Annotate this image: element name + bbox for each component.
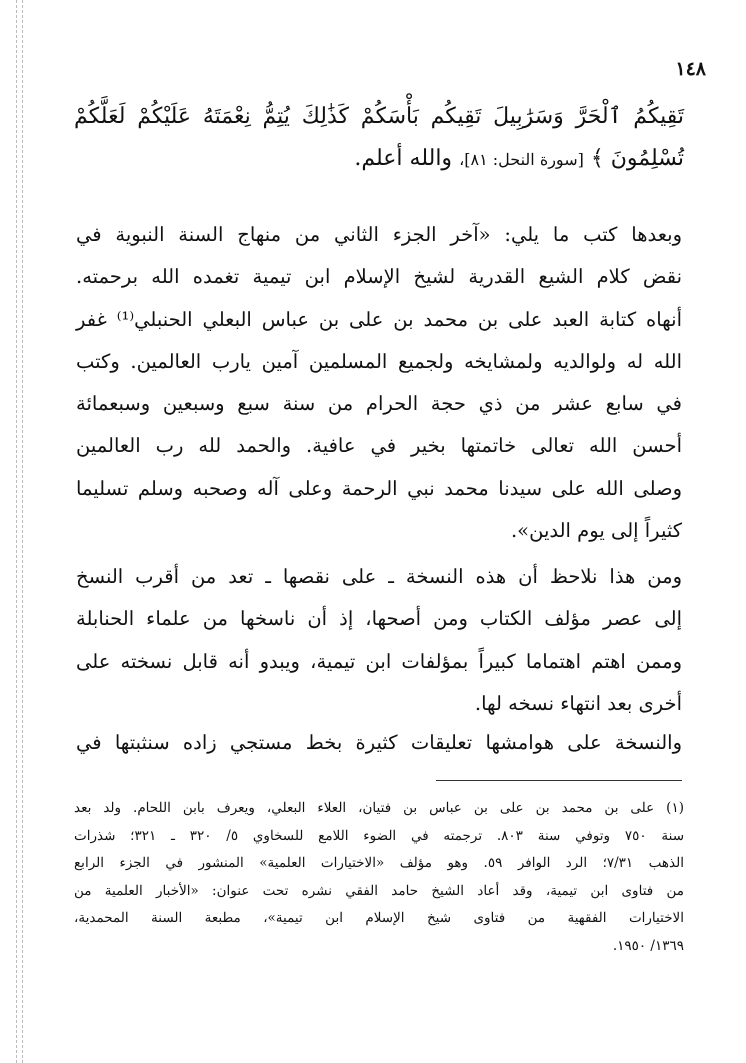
binding-edge-line bbox=[22, 0, 23, 1063]
text-line: أخرى بعد انتهاء نسخه لها. bbox=[474, 691, 682, 715]
text-line: ومن هذا نلاحظ أن هذه النسخة ـ على نقصها ـ تعد من أقرب النسخ bbox=[76, 565, 682, 588]
text-line: والنسخة على هوامشها تعليقات كثيرة بخط مستجي زاده سنثبتها في bbox=[76, 731, 682, 754]
quran-reference: [سورة النحل: ٨١]، bbox=[459, 150, 584, 169]
binding-edge-line bbox=[16, 0, 17, 1063]
footnote-line: الاختيارات الفقهية من فتاوى شيخ الإسلام ابن تيمية»، مطبعة السنة المحمدية، bbox=[74, 910, 684, 926]
text-line: كثيراً إلى يوم الدين». bbox=[510, 519, 682, 543]
closing-phrase: والله أعلم. bbox=[354, 146, 453, 171]
text-line: الله له ولوالديه ولمشايخه ولجميع المسلمين آمين يارب العالمين. وكتب bbox=[76, 349, 682, 373]
text-line: وصلى الله على سيدنا محمد نبي الرحمة وعلى آله وصحبه وسلم تسليما bbox=[76, 476, 682, 500]
text-line: أنهاه كتابة العبد على بن محمد بن على بن عباس البعلي الحنبلي⁽¹⁾ غفر bbox=[76, 307, 682, 331]
quran-verse-block bbox=[74, 96, 684, 181]
paragraph-colophon bbox=[76, 214, 682, 552]
paragraph-manuscript-assessment bbox=[76, 556, 682, 725]
footnote-rule bbox=[436, 780, 682, 781]
footnote-line: (١) على بن محمد بن على بن عباس بن فتيان، العلاء البعلي، ويعرف بابن اللحام. ولد بعد bbox=[74, 800, 684, 816]
footnote-line: من فتاوى ابن تيمية، وقد أعاد الشيخ حامد الفقي نشره تحت عنوان: «الأخبار العلمية من bbox=[74, 882, 684, 899]
text-line: إلى عصر مؤلف الكتاب ومن أصحها، إذ أن ناسخها من علماء الحنابلة bbox=[76, 607, 682, 631]
text-line: نقض كلام الشيع القدرية لشيخ الإسلام ابن تيمية تغمده الله برحمته. bbox=[76, 265, 682, 289]
text-line: في سابع عشر من ذي حجة الحرام من سنة سبع وسبعين وسبعمائة bbox=[76, 392, 682, 416]
text-line: وبعدها كتب ما يلي: «آخر الجزء الثاني من منهاج السنة النبوية في bbox=[76, 223, 682, 246]
footnote-block bbox=[74, 795, 684, 960]
page-number: ١٤٨ bbox=[675, 58, 706, 80]
footnote-line: سنة ٧٥٠ وتوفي سنة ٨٠٣. ترجمته في الضوء اللامع للسخاوي ٥/ ٣٢٠ ـ ٣٢١؛ شذرات bbox=[74, 827, 685, 844]
paragraph-margin-notes bbox=[76, 722, 682, 764]
footnote-line: ١٣٦٩/ ١٩٥٠. bbox=[612, 937, 684, 954]
footnote-line: الذهب ٧/٣١؛ الرد الوافر ٥٩. وهو مؤلف «الاختيارات العلمية» المنشور في الجزء الرابع bbox=[74, 855, 684, 871]
quran-verse-text: تَقِيكُمُ ٱلْحَرَّ وَسَرَٰبِيلَ تَقِيكُم بَأْسَكُمْ كَذَٰلِكَ يُتِمُّ نِعْمَتَهُ عَلَيْكُمْ لَعَلَّكُمْ تُسْلِمُونَ ﴾ bbox=[74, 104, 684, 171]
text-line: وممن اهتم اهتماما كبيراً بمؤلفات ابن تيمية، ويبدو أنه قابل نسخته على bbox=[76, 649, 682, 673]
text-line: أحسن الله تعالى خاتمتها بخير في عافية. والحمد لله رب العالمين bbox=[76, 434, 682, 458]
